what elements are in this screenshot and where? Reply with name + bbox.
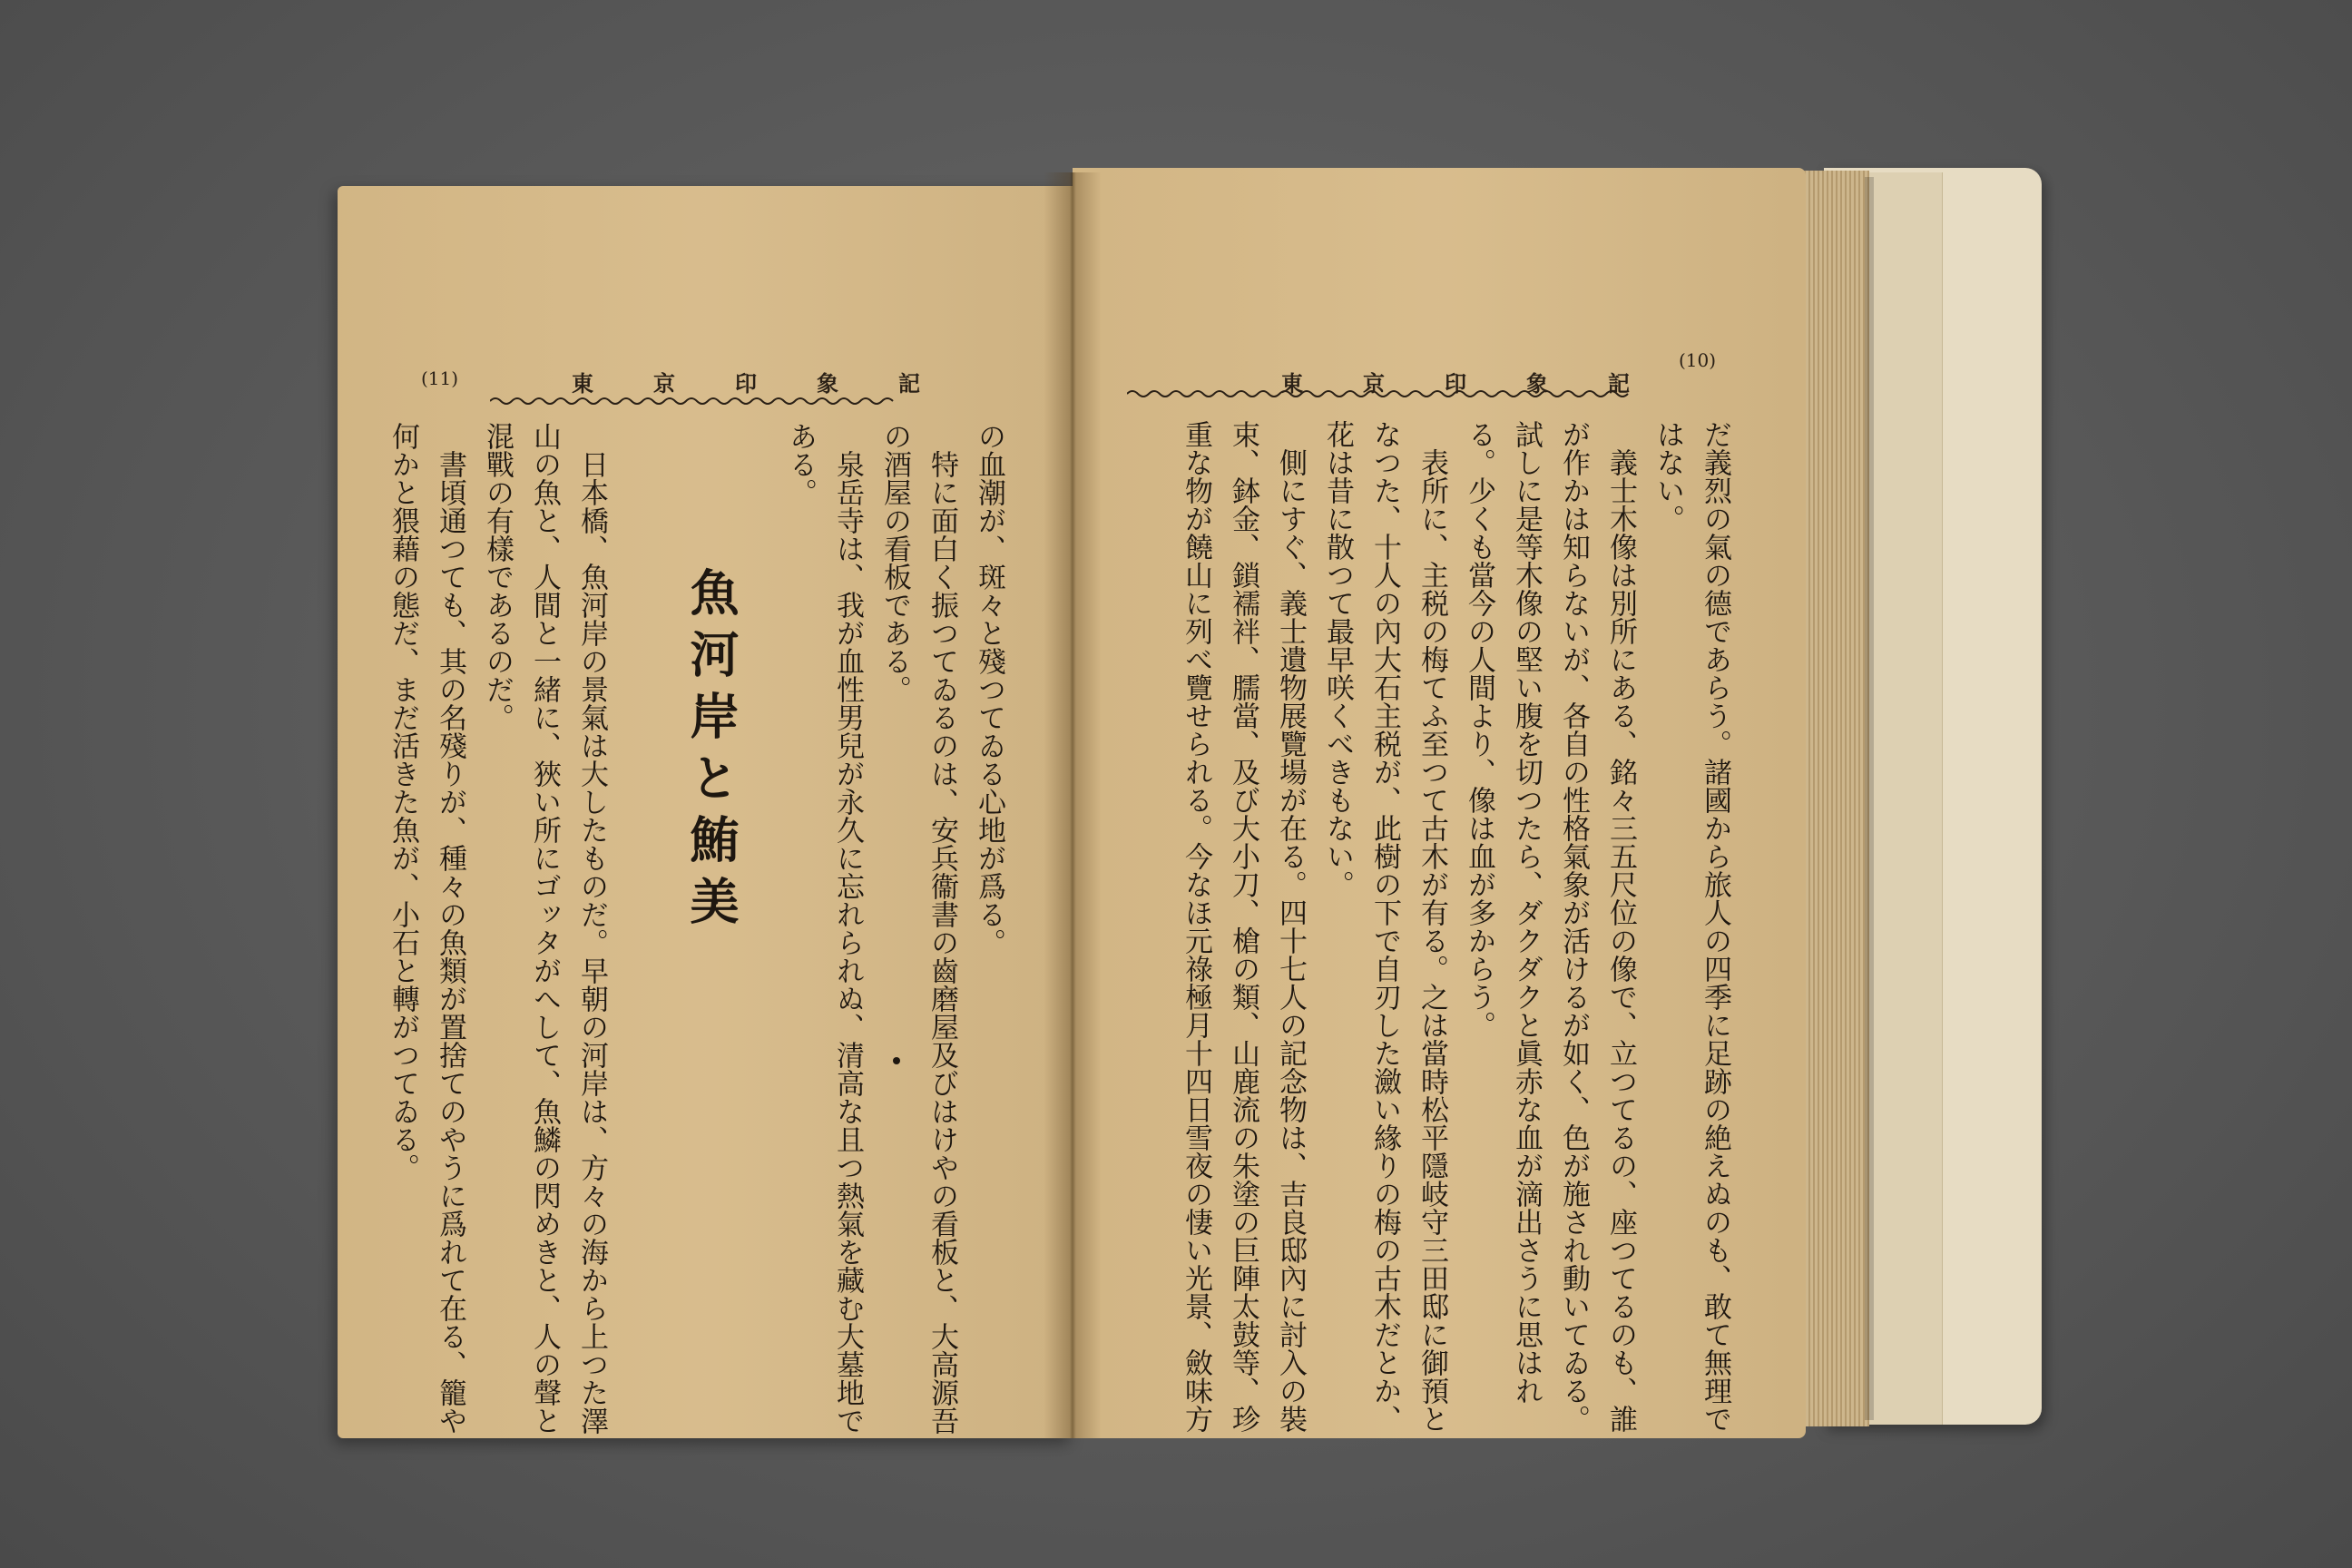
- text-column: 表所に、主税の梅てふ至つて古木が有る。之は當時松平隱岐守三田邸に御預と: [1416, 448, 1448, 1433]
- text-column: 側にすぐ、義士遺物展覽場が在る。四十七人の記念物は、吉良邸內に討入の裝: [1274, 448, 1307, 1433]
- text-column: 何かと猥藉の態だ、まだ活きた魚が、小石と轉がつてゐる。: [387, 422, 419, 1181]
- right-page: [1073, 168, 1806, 1438]
- text-column: ある。: [784, 422, 817, 506]
- text-column: が作かは知らないが、各自の性格氣象が活けるが如く、色が施され動いてゐる。: [1557, 420, 1590, 1433]
- text-column: だ義烈の氣の德であらう。諸國から旅人の四季に足跡の絶えぬのも、敢て無理で: [1699, 420, 1731, 1433]
- page-number-left: (11): [421, 368, 459, 389]
- ink-dot: [893, 1057, 900, 1064]
- text-column: なつた、十人の內大石主税が、此樹の下で自刃した瀲い緣りの梅の古木だとか、: [1368, 420, 1401, 1433]
- wavy-rule-left: [490, 395, 898, 407]
- text-column: はない。: [1651, 420, 1684, 533]
- text-column: 日本橋、魚河岸の景氣は大したものだ。早朝の河岸は、方々の海から上つた澤: [575, 450, 608, 1435]
- text-column: 特に面白く振つてゐるのは、安兵衞書の齒磨屋及びはけやの看板と、大高源吾: [926, 450, 958, 1435]
- text-column: の酒屋の看板である。: [878, 422, 911, 703]
- book-gutter: [1044, 172, 1102, 1438]
- wavy-rule-right: [1127, 387, 1635, 400]
- page-stack-shadow: [1865, 177, 1874, 1420]
- text-column: 花は昔に散つて最早咲くべきもない。: [1321, 420, 1354, 898]
- text-column: 山の魚と、人間と一緒に、狹い所にゴッタがへして、魚鱗の閃めきと、人の聲と: [528, 422, 561, 1435]
- left-page: [338, 186, 1073, 1438]
- text-column: 混戰の有樣であるのだ。: [481, 422, 514, 731]
- text-column: 束、鉢金、鎖襦袢、臑當、及び大小刀、槍の類、山鹿流の朱塗の巨陣太鼓等、珍: [1227, 420, 1259, 1433]
- text-column: 義士木像は別所にある、銘々三五尺位の像で、立つてるの、座つてるのも、誰: [1604, 448, 1637, 1433]
- text-column: 書頃通つても、其の名殘りが、種々の魚類が置捨てのやうに爲れて在る、籠や: [434, 450, 466, 1435]
- text-column: 重な物が饒山に列べ覽せられる。今なほ元祿極月十四日雪夜の悽い光景、斂味方: [1180, 420, 1212, 1433]
- running-head-left: 東京印象記: [572, 370, 980, 397]
- text-column: る。少くも當今の人間より、像は血が多からう。: [1463, 420, 1495, 1039]
- section-title: 魚河岸と鮪美: [682, 567, 740, 937]
- text-column: 泉岳寺は、我が血性男兒が永久に忘れられぬ、清高な且つ熱氣を藏む大墓地で: [831, 450, 864, 1435]
- running-head-right: 東京印象記: [1281, 370, 1690, 397]
- page-number-right: (10): [1679, 349, 1717, 371]
- text-column: 試しに是等木像の堅い腹を切つたら、ダクダクと眞赤な血が滴出さうに思はれ: [1510, 420, 1543, 1405]
- text-column: の血潮が、斑々と殘つてゐる心地が爲る。: [973, 422, 1005, 956]
